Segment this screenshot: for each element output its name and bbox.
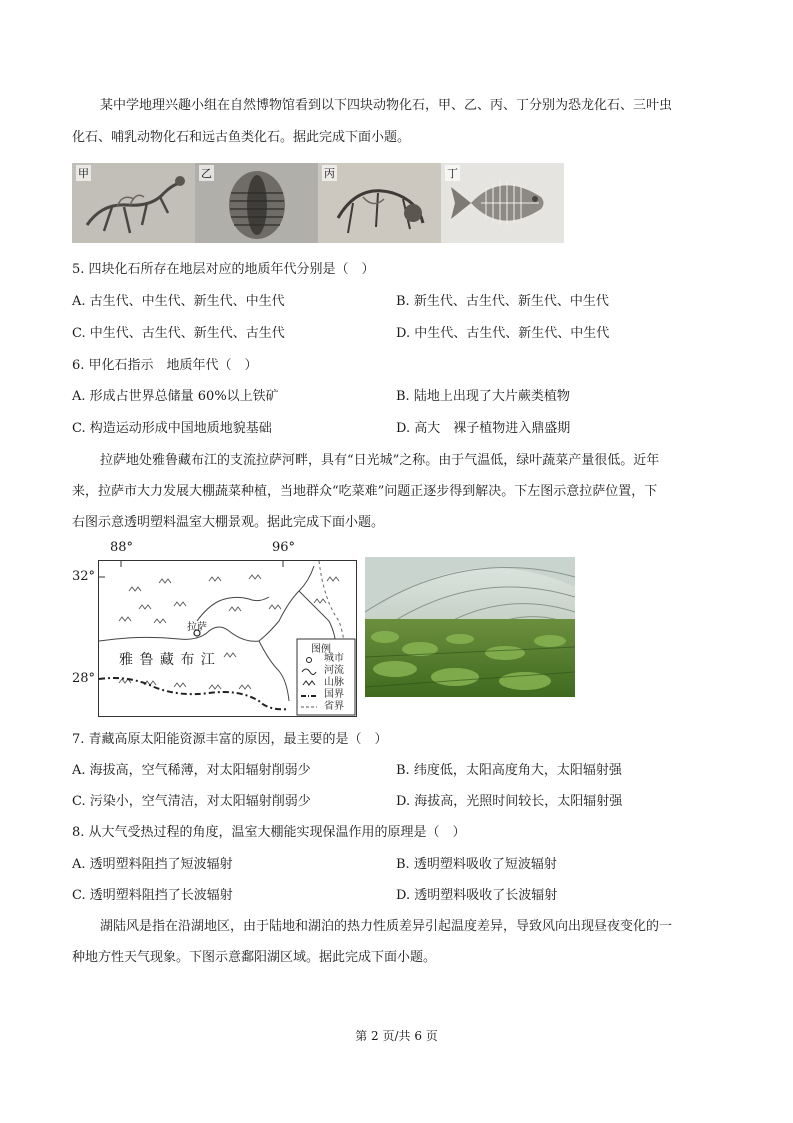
section3-line-1: 湖陆风是指在沿湖地区，由于陆地和湖泊的热力性质差异引起温度差异，导致风向出现昼夜变化的一 bbox=[100, 919, 673, 934]
fossil-trilobite-image bbox=[195, 163, 318, 243]
q6-option-d[interactable]: D. 高大 裸子植物进入鼎盛期 bbox=[396, 421, 571, 436]
q6-option-c[interactable]: C. 构造运动形成中国地质地貌基础 bbox=[72, 421, 272, 436]
q5-option-b[interactable]: B. 新生代、古生代、新生代、中生代 bbox=[396, 294, 609, 309]
map-latitude-28: 28° bbox=[72, 671, 96, 686]
q5-option-c[interactable]: C. 中生代、古生代、新生代、古生代 bbox=[72, 326, 285, 341]
map-latitude-32: 32° bbox=[72, 569, 96, 584]
q6-stem: 6. 甲化石指示 地质年代（ ） bbox=[72, 358, 258, 373]
q7-option-b[interactable]: B. 纬度低，太阳高度角大，太阳辐射强 bbox=[396, 763, 622, 778]
legend-item-mountain: 山脉 bbox=[324, 677, 344, 688]
intro-line-1: 某中学地理兴趣小组在自然博物馆看到以下四块动物化石，甲、乙、丙、丁分别为恐龙化石、三叶虫 bbox=[100, 98, 673, 113]
fossil-label-jia: 甲 bbox=[78, 167, 89, 180]
q7-stem: 7. 青藏高原太阳能资源丰富的原因，最主要的是（ ） bbox=[72, 732, 388, 747]
section2-line-1: 拉萨地处雅鲁藏布江的支流拉萨河畔，具有“日光城”之称。由于气温低，绿叶蔬菜产量很低。近年 bbox=[100, 453, 660, 468]
fossil-label-yi: 乙 bbox=[201, 167, 212, 180]
map-longitude-96: 96° bbox=[272, 540, 296, 555]
section2-line-2: 来，拉萨市大力发展大棚蔬菜种植，当地群众“吃菜难”问题正逐步得到解决。下左图示意拉萨位置，下 bbox=[72, 484, 658, 499]
legend-title: 图例 bbox=[311, 644, 331, 655]
section2-line-3: 右图示意透明塑料温室大棚景观。据此完成下面小题。 bbox=[72, 515, 385, 530]
legend-item-national-border: 国界 bbox=[324, 689, 344, 700]
q8-option-b[interactable]: B. 透明塑料吸收了短波辐射 bbox=[396, 857, 557, 872]
q6-option-a[interactable]: A. 形成占世界总储量 60%以上铁矿 bbox=[72, 389, 279, 404]
page-number-footer: 第 2 页/共 6 页 bbox=[355, 1029, 438, 1043]
fossil-fish-image bbox=[441, 163, 564, 243]
q7-option-d[interactable]: D. 海拔高，光照时间较长，太阳辐射强 bbox=[396, 794, 623, 809]
greenhouse-photo bbox=[365, 557, 575, 697]
q8-stem: 8. 从大气受热过程的角度，温室大棚能实现保温作用的原理是（ ） bbox=[72, 825, 466, 840]
q6-option-b[interactable]: B. 陆地上出现了大片蕨类植物 bbox=[396, 389, 570, 404]
map-city-lhasa: 拉萨 bbox=[187, 622, 207, 633]
legend-item-provincial-border: 省界 bbox=[324, 701, 344, 712]
section3-line-2: 种地方性天气现象。下图示意鄱阳湖区域。据此完成下面小题。 bbox=[72, 950, 437, 965]
intro-line-2: 化石、哺乳动物化石和远古鱼类化石。据此完成下面小题。 bbox=[72, 130, 411, 145]
fossil-mammal-image bbox=[318, 163, 441, 243]
legend-item-city: 城市 bbox=[324, 653, 344, 664]
map-longitude-88: 88° bbox=[110, 540, 134, 555]
fossil-label-ding: 丁 bbox=[447, 167, 458, 180]
q8-option-a[interactable]: A. 透明塑料阻挡了短波辐射 bbox=[72, 857, 233, 872]
map-river-yarlung: 雅 鲁 藏 布 江 bbox=[119, 652, 216, 668]
lhasa-location-map bbox=[98, 560, 357, 717]
q7-option-a[interactable]: A. 海拔高，空气稀薄，对太阳辐射削弱少 bbox=[72, 763, 311, 778]
q8-option-d[interactable]: D. 透明塑料吸收了长波辐射 bbox=[396, 888, 558, 903]
q7-option-c[interactable]: C. 污染小，空气清洁，对太阳辐射削弱少 bbox=[72, 794, 311, 809]
legend-item-river: 河流 bbox=[324, 665, 344, 676]
fossil-label-bing: 丙 bbox=[324, 167, 335, 180]
fossil-dinosaur-image bbox=[72, 163, 195, 243]
fossil-image-strip bbox=[72, 163, 564, 243]
q5-option-a[interactable]: A. 古生代、中生代、新生代、中生代 bbox=[72, 294, 285, 309]
q5-stem: 5. 四块化石所存在地层对应的地质年代分别是（ ） bbox=[72, 262, 375, 277]
q5-option-d[interactable]: D. 中生代、古生代、新生代、中生代 bbox=[396, 326, 610, 341]
q8-option-c[interactable]: C. 透明塑料阻挡了长波辐射 bbox=[72, 888, 233, 903]
